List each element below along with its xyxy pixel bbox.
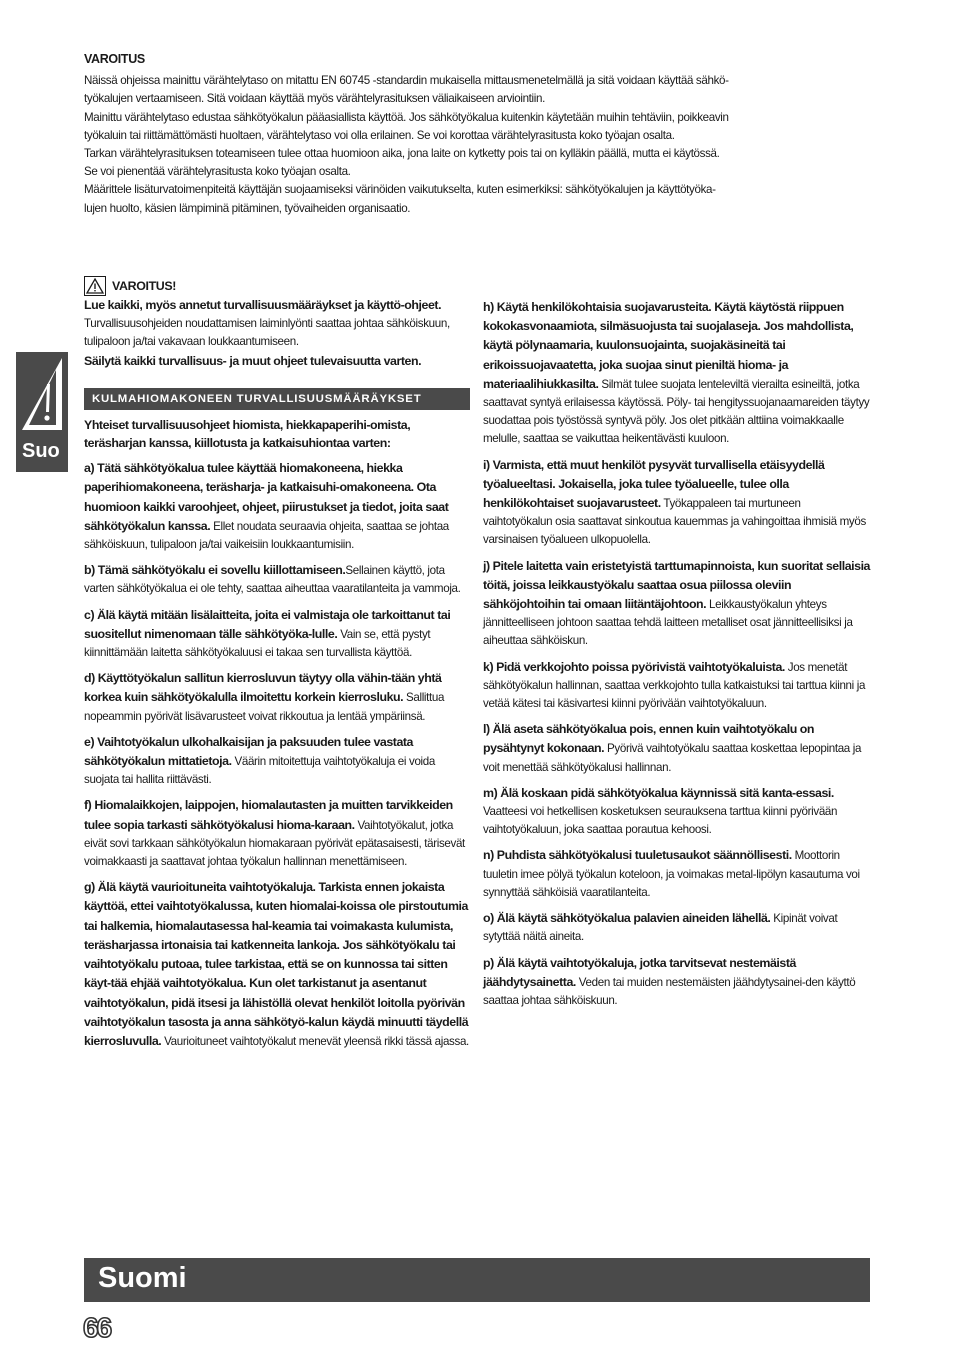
rule-d-bold: d) Käyttötyökalun sallitun kierrosluvun täytyy olla vähin-tään yhtä korkea kuin sähkötyökalulla ilmoitettu korkein kierrosluku. [84, 671, 442, 705]
rule-b [84, 561, 470, 598]
rule-f-bold: f) Hiomalaikkojen, laippojen, hiomalautasten ja muitten tarvikkeiden tulee sopia tarkasti sähkötyökalusi hioma-karaan. [84, 798, 453, 832]
rule-o-bold: o) Älä käytä sähkötyökalua palavien aineiden lähellä. [483, 911, 771, 926]
safety-intro [84, 296, 470, 352]
keep-instructions: Säilytä kaikki turvallisuus- ja muut ohjeet tulevaisuutta varten. [84, 353, 422, 368]
footer-language-label: Suomi [98, 1262, 187, 1294]
language-side-tab [16, 352, 68, 472]
rule-f-text: Vaihtotyökalut, jotka eivät sovi tarkkaan sähkötyökalun hiomakaraan pyörivät epätasaisesti, tärisevät voimakkaasti ja saattavat johtaa työkalun hallinnan menettämiseen. [84, 818, 465, 869]
rule-o-text: Kipinät voivat sytyttää näitä aineita. [483, 912, 838, 944]
vibration-warning-line: lujen huolto, käsien lämpiminä pitäminen, työvaiheiden organisaatio. [84, 201, 411, 215]
rule-b-bold: b) Tämä sähkötyökalu ei sovellu kiillottamiseen. [84, 563, 346, 578]
rule-a [84, 459, 470, 554]
rule-g [84, 878, 470, 1051]
section-title-bar: KULMAHIOMAKONEEN TURVALLISUUSMÄÄRÄYKSET [84, 388, 470, 410]
vibration-warning-line: Se voi pienentää värähtelyrasitusta koko työajan osalta. [84, 165, 351, 179]
vibration-warning-line: Mainittu värähtelytaso edustaa sähkötyökalun pääasiallista käyttöä. Jos sähkötyökalua kuitenkin käytetään muihin tehtäviin, poikkeavin [84, 110, 729, 124]
rule-j [483, 557, 871, 651]
rule-h-bold: h) Käytä henkilökohtaisia suojavarusteita. Käytä käytöstä riippuen kokokasvonaamiota, silmäsuojusta tai suojalaseja. Jos mahdollista, käytä pölynaamaria, kuulonsuojainta, suojakäsineitä tai erikoissuojavaatetta, joka suojaa sinut pieniltä hioma- ja materiaalihiukkasilta. [483, 300, 854, 391]
rule-n-text: Moottorin tuuletin imee pölyä työkalun koteloon, ja voimakas metal-lipölyn kasautuma voi synnyttää sähköisiä vaaratilanteita. [483, 849, 860, 899]
rule-i [483, 456, 871, 550]
warning-triangle-icon [16, 352, 68, 438]
rule-j-bold: j) Pitele laitetta vain eristetyistä tarttumapinnoista, kun suoritat sellaisia töitä, joissa leikkaustyökalu saattaa osua piilossa oleviin sähköjohtoihin tai omaan liitäntäjohtoon. [483, 558, 870, 612]
rule-c-text: Vain se, että pystyt kiinnittämään laitetta sähkötyökaluusi ei takaa sen turvallista käyttöä. [84, 627, 431, 660]
rule-k-bold: k) Pidä verkkojohto poissa pyörivistä vaihtotyökaluista. [483, 659, 785, 674]
vibration-warning-line: Näissä ohjeissa mainittu värähtelytaso on mitattu EN 60745 -standardin mukaisella mittausmenetelmällä ja sitä voidaan käyttää sähkö- [84, 74, 729, 88]
rule-i-text: Työkappaleen tai murtuneen vaihtotyökalun osia saattavat sinkoutua kauemmas ja vahingoittaa ihmisiä myös varsinaisen työalueen ulkopuolella. [483, 497, 866, 547]
safety-intro-text: Turvallisuusohjeiden noudattamisen laiminlyönti saattaa johtaa sähköiskuun, tulipaloon ja/tai vakavaan loukkaantumiseen. [84, 317, 450, 349]
rule-p-text: Veden tai muiden nestemäisten jäähdytysainei-den käyttö saattaa johtaa sähköiskuun. [483, 975, 856, 1007]
rule-m [483, 784, 871, 840]
rule-a-text: Ellet noudata seuraavia ohjeita, saattaa se johtaa sähköiskuun, tulipaloon ja/tai vaikeisiin loukkaantumisiin. [84, 519, 449, 552]
rule-l [483, 720, 871, 777]
page-number: 66 [83, 1312, 111, 1343]
footer-language-bar [84, 1258, 870, 1302]
rule-h [483, 298, 871, 449]
rule-p [483, 954, 871, 1011]
right-column [483, 298, 871, 1017]
rule-j-text: Leikkaustyökalun yhteys jännitteelliseen johtoon saattaa tehdä laitteen metalliset osat jännitteellisiksi ja aiheuttaa sähköiskun. [483, 598, 853, 648]
rule-b-text: Sellainen käyttö, jota varten sähkötyökalua ei ole tehty, saattaa aiheuttaa vaaratilanteita ja vammoja. [84, 564, 461, 596]
rule-a-bold: a) Tätä sähkötyökalua tulee käyttää hiomakoneena, hiekka paperihiomakoneena, teräsharja- ja katkaisuhi-omakoneena. Ota huomioon kaikki varoohjeet, ohjeet, piirustukset ja tiedot, joita saat sähkötyökalun kanssa. [84, 461, 449, 533]
rule-f [84, 796, 470, 871]
rule-d [84, 669, 470, 726]
rule-d-text: Sallittua nopeammin pyörivät lisävarusteet voivat rikkoutua ja lentää ympäriinsä. [84, 691, 445, 723]
rule-p-bold: p) Älä käytä vaihtotyökaluja, jotka tarvitsevat nestemäistä jäähdytysainetta. [483, 955, 796, 989]
rule-e-text: Väärin mitoitettuja vaihtotyökaluja ei voida suojata tai hallita riittävästi. [84, 755, 435, 787]
vibration-warning [84, 50, 874, 218]
rule-m-bold: m) Älä koskaan pidä sähkötyökalua käynnissä sitä kanta-essasi. [483, 785, 834, 800]
safety-warning-title: VAROITUS! [112, 278, 177, 293]
rule-e [84, 733, 470, 790]
rule-i-bold: i) Varmista, että muut henkilöt pysyvät turvallisella etäisyydellä työalueeltasi. Jokaisella, joka tulee työalueelle, tulee olla henkilökohtaiset suojavarusteet. [483, 457, 825, 511]
vibration-warning-line: työkaluin tai riittämättömästi huoltaen, värähtelytaso voi olla erilainen. Se voi korottaa värähtelyrasitusta koko työajan osalta. [84, 128, 675, 142]
rule-n-bold: n) Puhdista sähkötyökalusi tuuletusaukot säännöllisesti. [483, 848, 792, 863]
safety-warning-heading [84, 276, 470, 296]
rule-c [84, 606, 470, 663]
rule-l-bold: l) Älä aseta sähkötyökalua pois, ennen kuin vaihtotyökalu on pysähtynyt kokonaan. [483, 722, 815, 756]
left-column [84, 276, 470, 1058]
rule-k-text: Jos menetät sähkötyökalun hallinnan, saattaa verkkojohto tulla katkaistuksi tai tarttua kiinni ja vetää kätesi tai käsivartesi kiinni pyörivään vaihtotyökaluun. [483, 660, 866, 711]
rule-n [483, 846, 871, 902]
rule-h-text: Silmät tulee suojata lenteleviltä vierailta esineiltä, jotka saattavat syntyä erilaisessa käytössä. Pöly- tai hengityssuojanaamareiden täytyy suodattaa pois työstössä syntyvä pöly. Jos olet pitkään alttiina voimakkaalle melulle, saattaa se vaikuttaa heikentävästi kuuloon. [483, 377, 870, 446]
warning-icon [84, 276, 106, 296]
safety-intro-bold: Lue kaikki, myös annetut turvallisuusmääräykset ja käyttö-ohjeet. [84, 298, 442, 312]
vibration-warning-title: VAROITUS [84, 52, 145, 66]
vibration-warning-line: Tarkan värähtelyrasituksen toteamiseen tulee ottaa huomioon aika, jona laite on kytketty pois tai on kylläkin päällä, mutta ei käytössä. [84, 147, 720, 161]
rule-k [483, 658, 871, 714]
vibration-warning-line: Määrittele lisäturvatoimenpiteitä käyttäjän suojaamiseksi värinöiden vaikutukselta, kuten esimerkiksi: sähkötyökalujen ja käyttötyöka- [84, 183, 716, 197]
side-tab-label: Suo [22, 440, 60, 462]
vibration-warning-line: työkalujen vertaamiseen. Sitä voidaan käyttää myös värähtelyrasituksen väliaikaiseen arviointiin. [84, 92, 545, 106]
rule-c-bold: c) Älä käytä mitään lisälaitteita, joita ei valmistaja ole tarkoittanut tai suositellut nimenomaan tälle sähkötyöka-lulle. [84, 607, 451, 641]
rule-l-text: Pyörivä vaihtotyökalu saattaa koskettaa lepopintaa ja voit menettää sähkötyökalusi hallinnan. [483, 742, 862, 774]
rule-e-bold: e) Vaihtotyökalun ulkohalkaisijan ja paksuuden tulee vastata sähkötyökalun mittatietoja. [84, 734, 414, 769]
rule-m-text: Vaatteesi voi hetkellisen kosketuksen seurauksena tarttua kiinni pyörivään vaihtotyökaluun, joka saattaa porautua kehoosi. [483, 805, 838, 837]
rule-o [483, 909, 871, 946]
rule-g-text: Vaurioituneet vaihtotyökalut menevät yleensä rikki tässä ajassa. [161, 1034, 469, 1048]
general-instructions: Yhteiset turvallisuusohjeet hiomista, hiekkapaperihi-omista, teräsharjan kanssa, kiillotusta ja katkaisuhiontaa varten: [84, 417, 411, 451]
rule-g-bold: g) Älä käytä vaurioituneita vaihtotyökaluja. Tarkista ennen jokaista käyttöä, ettei vaihtotyökalussa, kuten hiomalai-koissa ole pirstoutumia tai halkemia, hiomalautasessa hal-keamia tai voimakasta kulumista, teräsharjassa irtonaisia tai katkenneita lankoja. Jos sähkötyökalu tai vaihtotyökalu putoaa, tulee tarkistaa, että se on kunnossa tai sitten käyt-tää ehjää vaihtotyökalua. Kun olet tarkistanut ja asentanut vaihtotyökalun, pidä itsesi ja lähistöllä olevat henkilöt loitolla pyörivän vaihtotyökalun tasosta ja anna sähkötyö-kalun käydä minuutti täydellä kierrosluvulla. [84, 880, 469, 1048]
